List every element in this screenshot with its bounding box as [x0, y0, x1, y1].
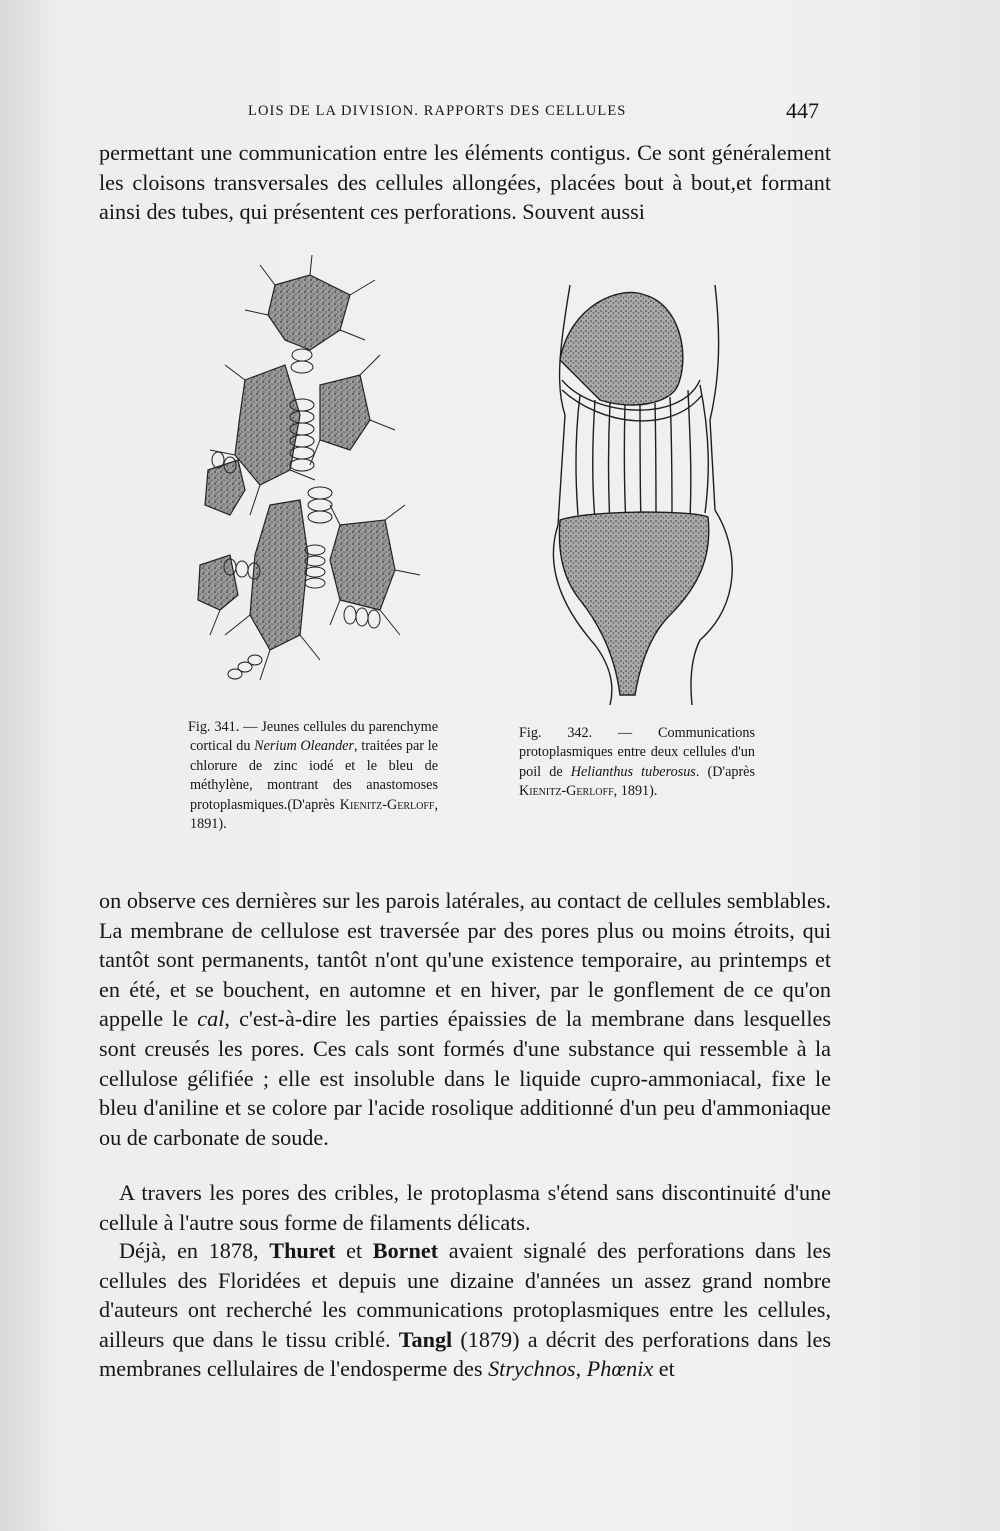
caption-341-year: , 1891).: [190, 796, 438, 833]
author-tangl: Tangl: [398, 1326, 453, 1352]
paragraph-history: [99, 1236, 831, 1384]
caption-341-genus: Nerium Oleander: [254, 738, 354, 755]
paragraph-history-text-b: avaient signalé des perforations dans les cellules des Floridées et depuis une dizaine d'années un assez grand nombre d'auteurs ont recherché les communications protoplasmiques entre les cellules, ailleurs que dans le tissu criblé.: [99, 1238, 832, 1352]
caption-342-author: Kienitz-Gerloff: [519, 783, 614, 800]
caption-341-text: — Jeunes cellules du parenchyme cortical du: [190, 719, 438, 755]
paragraph-history-comma: ,: [575, 1356, 587, 1382]
paragraph-history-text-a: Déjà, en 1878,: [119, 1238, 270, 1263]
paragraph-cribles: A travers les pores des cribles, le protoplasma s'étend sans discontinuité d'une cellule à l'autre sous forme de filaments délicats.: [99, 1180, 831, 1235]
figure-341-illustration: [190, 255, 430, 705]
figure-342-label: Fig. 342.: [519, 725, 593, 741]
caption-341-author: Kienitz-Gerloff: [339, 796, 435, 813]
caption-figure-341: [190, 718, 438, 834]
term-cal: cal: [197, 1006, 225, 1032]
paragraph-history-text-d: et: [653, 1356, 675, 1382]
paragraph-history-and: et: [335, 1238, 373, 1263]
paragraph-history-text-c: (1879) a décrit des perforations dans les membranes cellulaires de l'endosperme des: [99, 1326, 831, 1382]
genus-phoenix: Phœnix: [586, 1356, 654, 1382]
caption-figure-342: [519, 724, 755, 802]
figure-342-illustration: [540, 285, 745, 705]
running-head: LOIS DE LA DIVISION. RAPPORTS DES CELLULES: [248, 103, 627, 119]
paragraph-pores: [99, 886, 831, 1152]
genus-strychnos: Strychnos: [488, 1356, 576, 1382]
paragraph-pores-text-b: , c'est-à-dire les parties épaissies de la membrane dans lesquelles sont creusés les pores. Ces cals sont formés d'une substance qui ressemble à la cellulose gélifiée ; elle est insoluble dans le liquide cupro-ammoniacal, fixe le bleu d'aniline et se colore par l'acide rosolique additionné d'un peu d'ammoniaque ou de carbonate de soude.: [99, 1006, 831, 1150]
author-bornet: Bornet: [372, 1238, 439, 1263]
caption-342-rest: . (D'après: [695, 763, 755, 780]
page-number: 447: [786, 98, 819, 123]
paragraph-intro: permettant une communication entre les éléments contigus. Ce sont généralement les cloisons transversales des cellules allongées, placées bout à bout,et formant ainsi des tubes, qui présentent ces perforations. Souvent aussi: [99, 140, 831, 225]
caption-342-species: Helianthus tuberosus: [570, 763, 696, 780]
figure-341-label: Fig. 341.: [188, 719, 240, 735]
caption-341-rest: , traitées par le chlorure de zinc iodé et le bleu de méthylène, montrant des anastomoses protoplasmiques.(D'après: [190, 738, 438, 813]
author-thuret: Thuret: [269, 1238, 336, 1263]
paragraph-pores-text-a: on observe ces dernières sur les parois latérales, au contact de cellules semblables. La membrane de cellulose est traversée par des pores plus ou moins étroits, qui tantôt sont permanents, tantôt n'ont qu'une existence temporaire, au printemps et en été, et se bouchent, en automne et en hiver, par le gonflement de ce qu'on appelle le: [99, 888, 831, 1032]
caption-342-text: — Communications protoplasmiques entre deux cellules d'un poil de: [519, 725, 755, 780]
caption-342-year: , 1891).: [613, 783, 658, 800]
